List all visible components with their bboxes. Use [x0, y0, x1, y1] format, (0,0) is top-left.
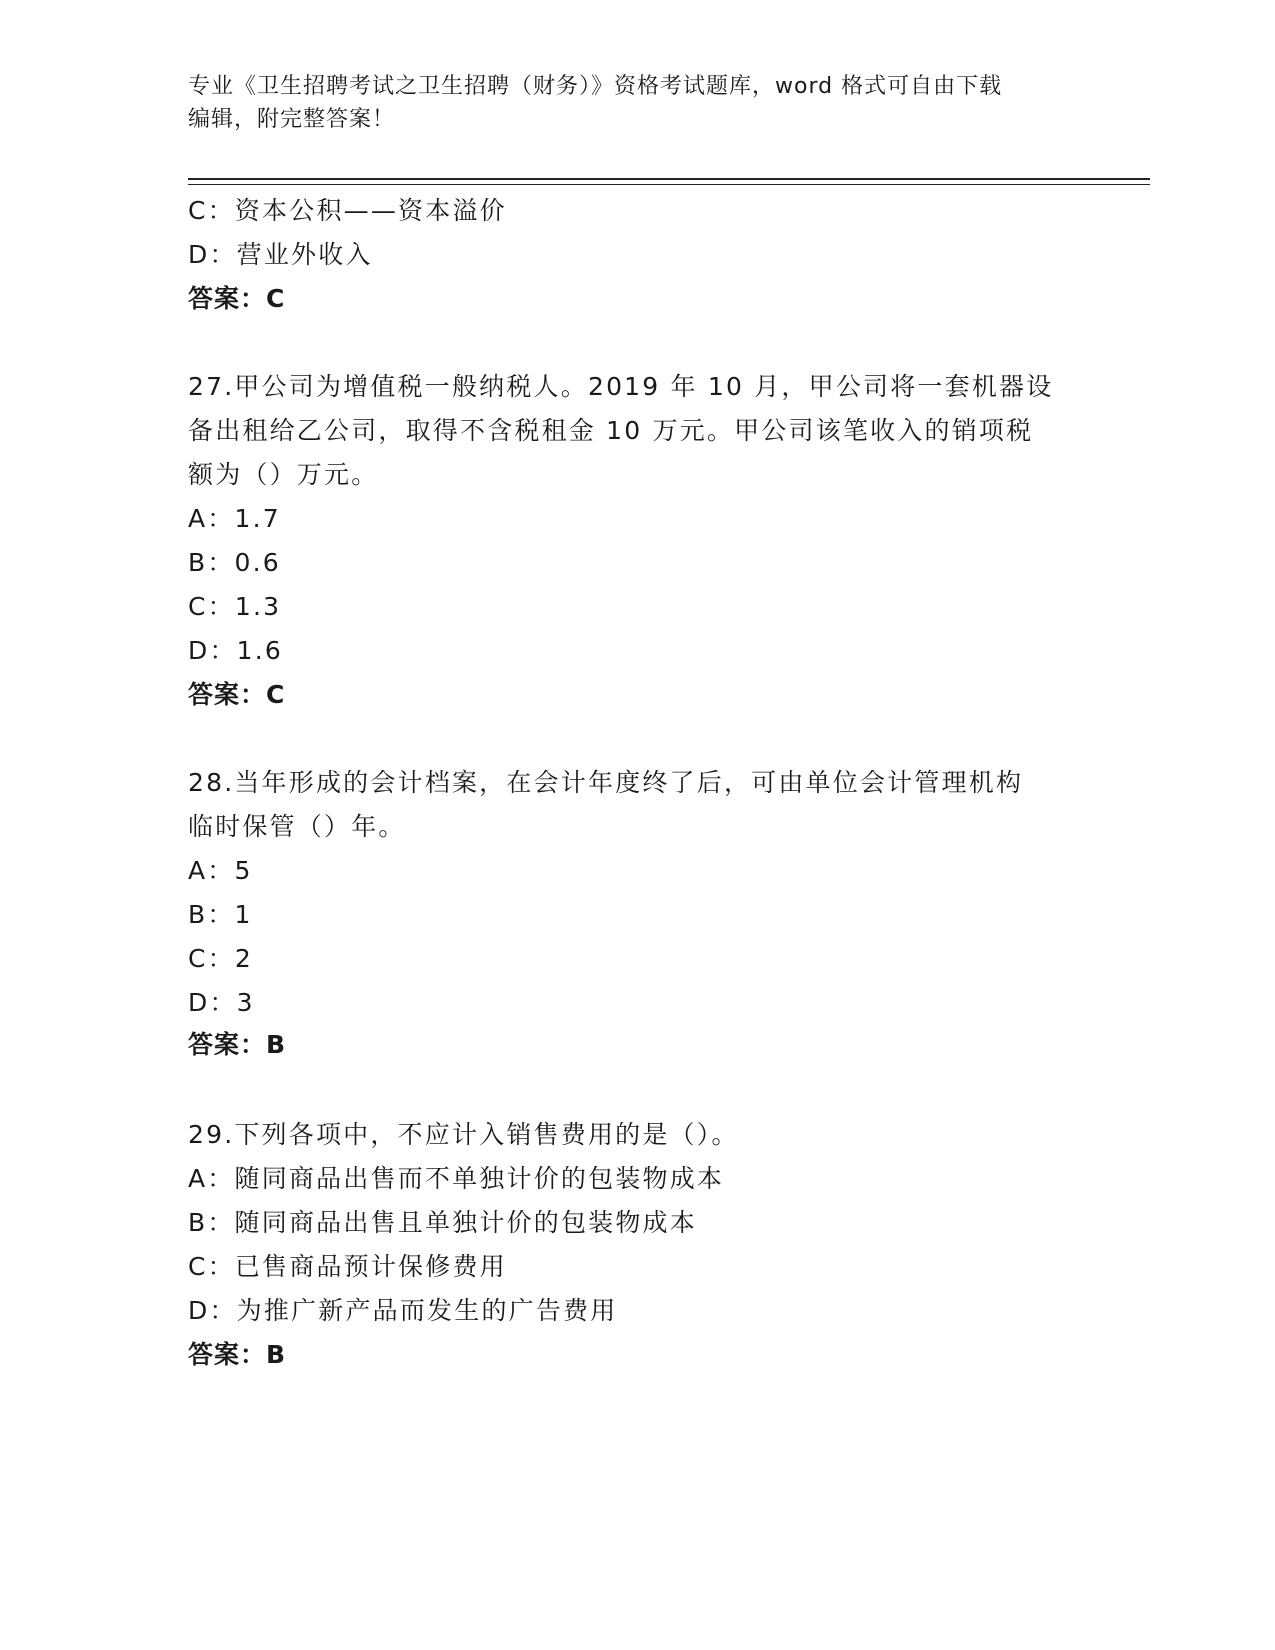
q28-option-c: C：2 — [188, 944, 253, 973]
q27-option-b: B：0.6 — [188, 548, 281, 577]
q27-answer: 答案：C — [188, 680, 286, 709]
header-rule-thick — [188, 178, 1150, 180]
q28-option-b: B：1 — [188, 900, 253, 929]
q28-stem-line-2: 临时保管（）年。 — [188, 812, 406, 841]
q27-stem-line-2: 备出租给乙公司，取得不含税租金 10 万元。甲公司该笔收入的销项税 — [188, 416, 1034, 445]
q27-option-c: C：1.3 — [188, 592, 282, 621]
q27-option-d: D：1.6 — [188, 636, 284, 665]
q29-answer: 答案：B — [188, 1340, 287, 1369]
q28-stem-line-1: 28.当年形成的会计档案，在会计年度终了后，可由单位会计管理机构 — [188, 768, 1024, 797]
header-line-1: 专业《卫生招聘考试之卫生招聘（财务）》资格考试题库，word 格式可自由下载 — [188, 74, 1003, 99]
q28-option-a: A：5 — [188, 856, 253, 885]
prev-option-d: D：营业外收入 — [188, 240, 373, 269]
q27-stem-line-3: 额为（）万元。 — [188, 460, 379, 489]
prev-answer: 答案：C — [188, 284, 286, 313]
q28-option-d: D：3 — [188, 988, 255, 1017]
q29-option-d: D：为推广新产品而发生的广告费用 — [188, 1296, 618, 1325]
q28-answer: 答案：B — [188, 1030, 287, 1059]
header-line-2: 编辑，附完整答案！ — [188, 107, 396, 132]
q29-option-a: A：随同商品出售而不单独计价的包装物成本 — [188, 1164, 725, 1193]
q29-stem-line-1: 29.下列各项中，不应计入销售费用的是（）。 — [188, 1120, 739, 1149]
q29-option-c: C：已售商品预计保修费用 — [188, 1252, 507, 1281]
q29-option-b: B：随同商品出售且单独计价的包装物成本 — [188, 1208, 697, 1237]
q27-stem-line-1: 27.甲公司为增值税一般纳税人。2019 年 10 月，甲公司将一套机器设 — [188, 372, 1054, 401]
header-rule-thin — [188, 184, 1150, 185]
document-header — [188, 70, 1088, 136]
prev-option-c: C：资本公积——资本溢价 — [188, 196, 507, 225]
q27-option-a: A：1.7 — [188, 504, 281, 533]
